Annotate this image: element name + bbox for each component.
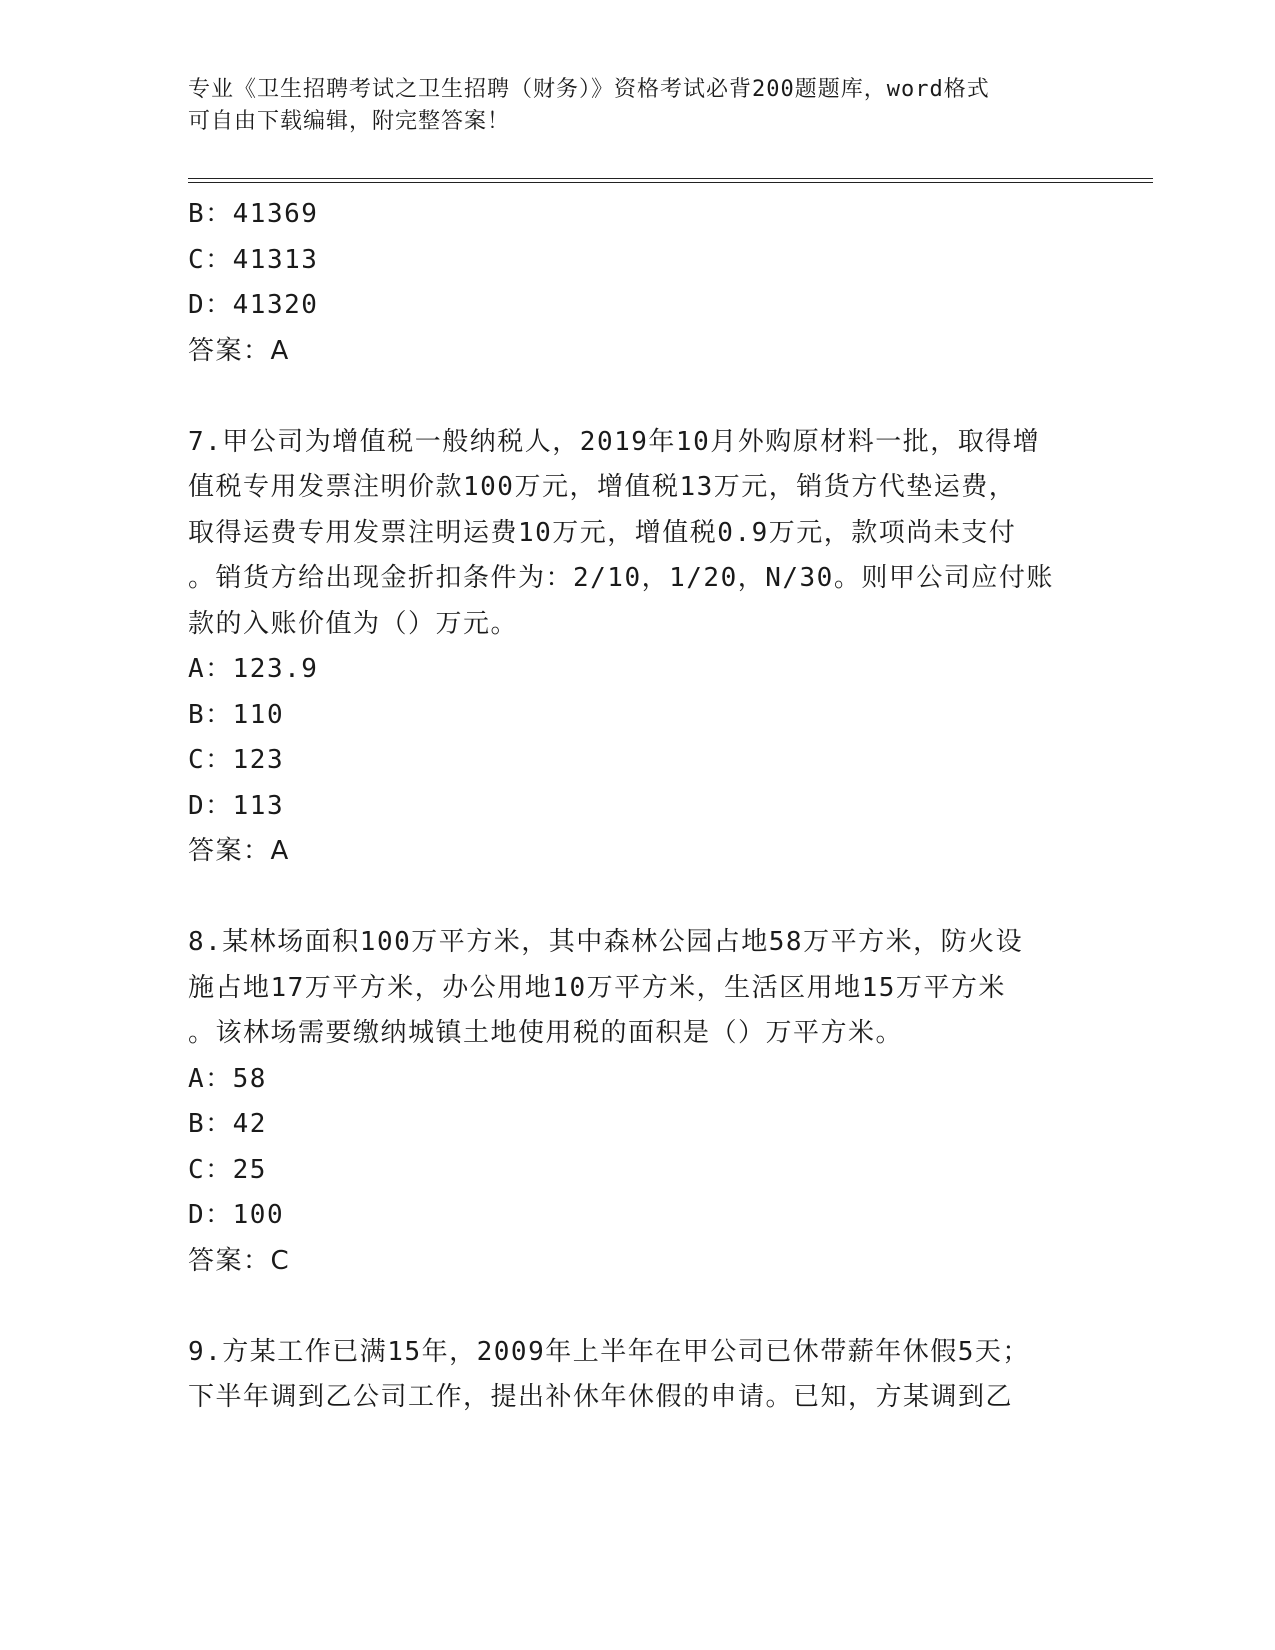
spacer [188, 374, 1088, 420]
answer-line: 答案：C [188, 1245, 291, 1276]
question-stem-line: 。销货方给出现金折扣条件为：2/10，1/20，N/30。则甲公司应付账 [188, 563, 1054, 593]
header-title-line-1: 专业《卫生招聘考试之卫生招聘（财务）》资格考试必背200题题库，word格式 [188, 77, 990, 102]
option-a: A：58 [188, 1063, 267, 1094]
option-a: A：123.9 [188, 654, 319, 684]
question-stem-line: 取得运费专用发票注明运费10万元，增值税0.9万元，款项尚未支付 [188, 517, 1017, 548]
question-stem-line: 施占地17万平方米，办公用地10万平方米，生活区用地15万平方米 [188, 972, 1006, 1003]
question-block-8 [188, 920, 1088, 1284]
question-block-7 [188, 420, 1088, 875]
prev-question-block [188, 192, 1088, 374]
option-b: B：42 [188, 1109, 267, 1139]
question-stem-line: 7.甲公司为增值税一般纳税人，2019年10月外购原材料一批，取得增 [188, 426, 1041, 457]
question-content [188, 192, 1088, 1421]
option-c: C：41313 [188, 244, 319, 275]
header-divider [188, 178, 1153, 183]
question-stem-line: 8.某林场面积100万平方米，其中森林公园占地58万平方米，防火设 [188, 927, 1024, 957]
document-header [188, 74, 1068, 138]
spacer [188, 1284, 1088, 1330]
question-stem-line: 9.方某工作已满15年，2009年上半年在甲公司已休带薪年休假5天； [188, 1336, 1030, 1367]
option-d: D：113 [188, 790, 285, 821]
option-c: C：123 [188, 745, 285, 775]
header-title-line-2: 可自由下载编辑，附完整答案！ [188, 109, 511, 134]
answer-line: 答案：A [188, 335, 290, 366]
option-c: C：25 [188, 1154, 267, 1185]
answer-line: 答案：A [188, 836, 290, 866]
option-d: D：100 [188, 1200, 285, 1230]
option-d: D：41320 [188, 290, 319, 320]
option-b: B：110 [188, 699, 285, 730]
question-stem-line: 款的入账价值为（）万元。 [188, 608, 519, 639]
question-stem-line: 下半年调到乙公司工作，提出补休年休假的申请。已知，方某调到乙 [188, 1382, 1014, 1412]
spacer [188, 875, 1088, 921]
option-b: B：41369 [188, 199, 319, 229]
question-stem-line: 值税专用发票注明价款100万元，增值税13万元，销货方代垫运费， [188, 472, 1017, 502]
question-block-9 [188, 1330, 1088, 1421]
question-stem-line: 。该林场需要缴纳城镇土地使用税的面积是（）万平方米。 [188, 1018, 904, 1048]
